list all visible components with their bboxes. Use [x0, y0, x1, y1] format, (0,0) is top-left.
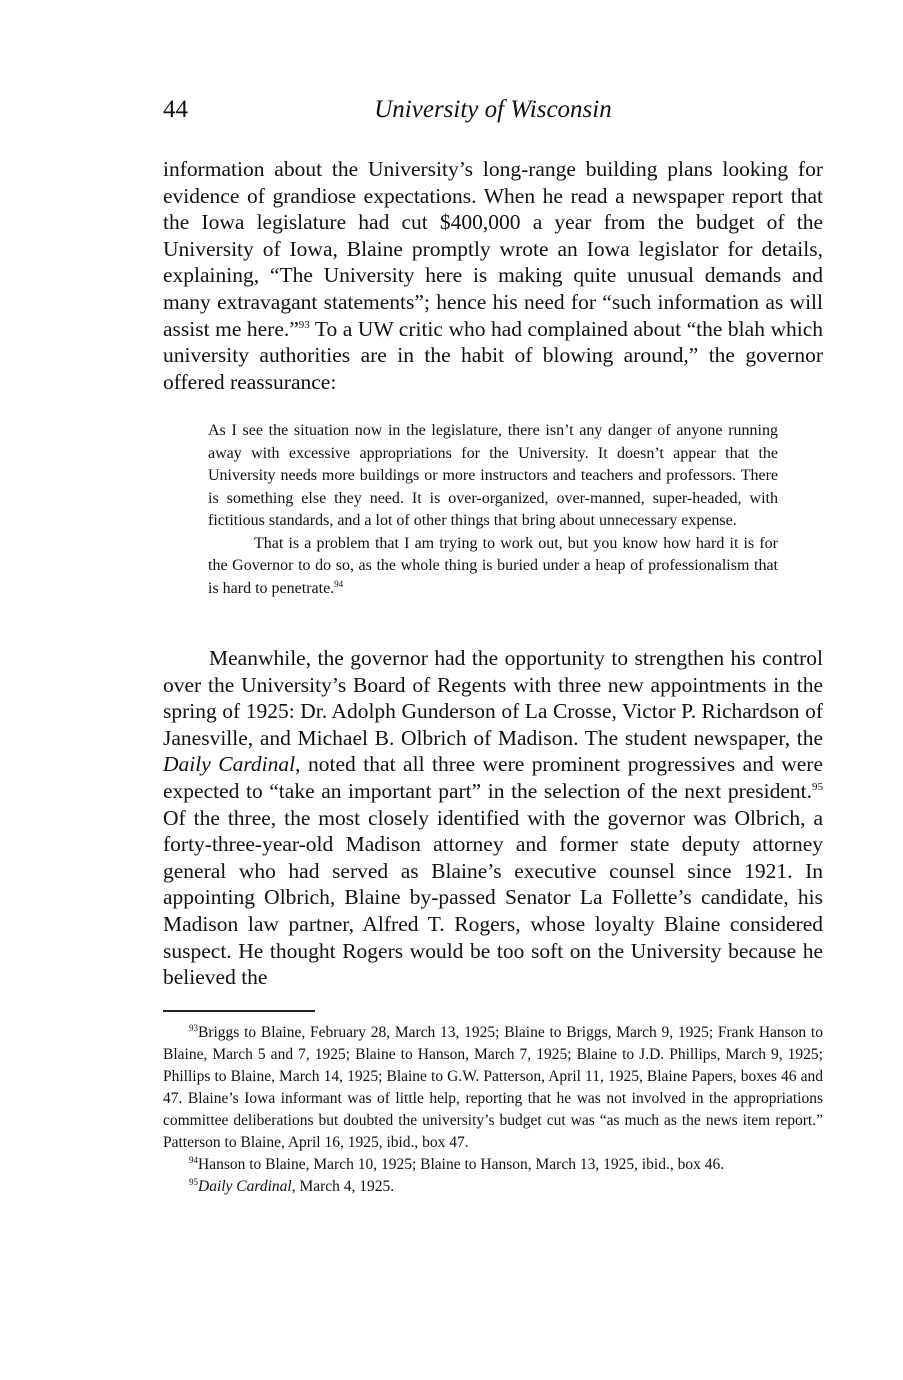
- footnote-text: , March 4, 1925.: [291, 1178, 395, 1195]
- footnote-number: 94: [189, 1155, 198, 1165]
- quote-paragraph-1: As I see the situation now in the legislature, there isn’t any danger of anyone running away with excessive appropriations for the University. It doesn’t appear that the University needs more buildings or more instructors and teachers and professors. There is something else they need. It is over-organized, over-manned, super-headed, with fictitious standards, and a lot of other things that bring about unnecessary expense.: [208, 422, 778, 529]
- footnote-text: Briggs to Blaine, February 28, March 13, 1925; Blaine to Briggs, March 9, 1925; Frank Hanson to Blaine, March 5 and 7, 1925; Blaine to Hanson, March 7, 1925; Blaine to J.D. Phillips, March 9, 1925; Phillips to Blaine, March 14, 1925; Blaine to G.W. Patterson, April 11, 1925, Blaine Papers, boxes 46 and 47. Blaine’s Iowa informant was of little help, reporting that he was not involved in the appropriations committee deliberations but doubted the university’s budget cut was “as much as the news item report.” Patterson to Blaine, April 16, 1925, ibid., box 47.: [163, 1024, 823, 1151]
- footnote-ref-95[interactable]: 95: [812, 780, 823, 793]
- footnote-number: 95: [189, 1177, 198, 1187]
- footnote-divider: [163, 1010, 315, 1012]
- footnote-93: [163, 1022, 823, 1154]
- paragraph-text: Meanwhile, the governor had the opportunity to strengthen his control over the University’s Board of Regents with three new appointments in the spring of 1925: Dr. Adolph Gunderson of La Crosse, Victor P. Richardson of Janesville, and Michael B. Olbrich of Madison. The student newspaper, the: [163, 646, 823, 750]
- footnotes: [163, 1022, 823, 1198]
- running-head: [163, 96, 823, 132]
- footnote-94: [163, 1154, 823, 1176]
- footnote-title: Daily Cardinal: [198, 1178, 292, 1195]
- footnote-95: [163, 1176, 823, 1198]
- paragraph-text: To a UW critic who had complained about “the blah which university authorities are in the habit of blowing around,” the governor offered reassurance:: [163, 316, 823, 394]
- body-paragraph-1: [163, 156, 823, 395]
- footnote-text: Hanson to Blaine, March 10, 1925; Blaine to Hanson, March 13, 1925, ibid., box 46.: [198, 1156, 725, 1173]
- block-quote: [208, 420, 778, 600]
- newspaper-title: Daily Cardinal: [163, 752, 296, 777]
- quote-text: That is a problem that I am trying to work out, but you know how hard it is for the Governor to do so, as the whole thing is buried under a heap of professionalism that is hard to penetrate.: [208, 534, 778, 597]
- footnote-ref-94[interactable]: 94: [334, 578, 344, 589]
- paragraph-text: information about the University’s long-range building plans looking for evidence of grandiose expectations. When he read a newspaper report that the Iowa legislature had cut $400,000 a year from the budget of the University of Iowa, Blaine promptly wrote an Iowa legislator for details, explaining, “The University here is making quite unusual demands and many extravagant statements”; hence his need for “such information as will assist me here.”: [163, 157, 823, 341]
- page-number: 44: [163, 96, 188, 123]
- footnote-ref-93[interactable]: 93: [298, 318, 310, 331]
- running-title: University of Wisconsin: [374, 96, 612, 123]
- body-paragraph-2: [163, 645, 823, 991]
- footnote-number: 93: [189, 1023, 198, 1033]
- quote-paragraph-2: [208, 533, 778, 601]
- paragraph-text: , noted that all three were prominent progressives and were expected to “take an important part” in the selection of the next president.: [163, 752, 824, 803]
- paragraph-text: Of the three, the most closely identified with the governor was Olbrich, a forty-three-year-old Madison attorney and former state deputy attorney general who had served as Blaine’s executive counsel since 1921. In appointing Olbrich, Blaine by-passed Senator La Follette’s candidate, his Madison law partner, Alfred T. Rogers, whose loyalty Blaine considered suspect. He thought Rogers would be too soft on the University because he believed the: [163, 805, 823, 990]
